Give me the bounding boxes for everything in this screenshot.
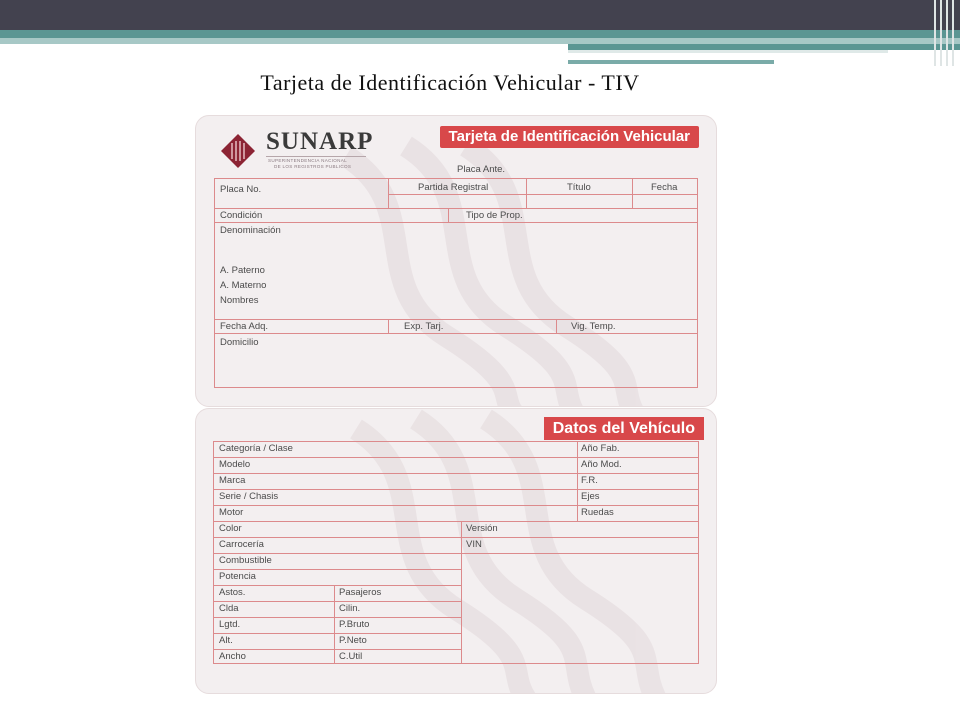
label-cilin: Cilin. bbox=[339, 603, 361, 614]
card-front-banner: Tarjeta de Identificación Vehicular bbox=[440, 126, 699, 148]
label-nombres: Nombres bbox=[220, 295, 259, 306]
label-carroceria: Carrocería bbox=[219, 539, 264, 550]
label-exp-tarj: Exp. Tarj. bbox=[404, 321, 444, 332]
label-categoria-clase: Categoría / Clase bbox=[219, 443, 293, 454]
card-back-banner: Datos del Vehículo bbox=[544, 417, 704, 440]
label-vig-temp: Vig. Temp. bbox=[571, 321, 616, 332]
label-alt: Alt. bbox=[219, 635, 233, 646]
label-ano-fab: Año Fab. bbox=[581, 443, 620, 454]
label-pasajeros: Pasajeros bbox=[339, 587, 382, 598]
label-tipo-prop: Tipo de Prop. bbox=[466, 210, 523, 221]
slide-title: Tarjeta de Identificación Vehicular - TIV bbox=[260, 70, 640, 95]
label-potencia: Potencia bbox=[219, 571, 256, 582]
label-domicilio: Domicilio bbox=[220, 337, 259, 348]
label-condicion: Condición bbox=[220, 210, 263, 221]
label-fecha: Fecha bbox=[651, 182, 678, 193]
slide-header-bar bbox=[0, 0, 960, 30]
sunarp-logo-text: SUNARP bbox=[266, 128, 374, 155]
slide-corner-decoration bbox=[930, 0, 960, 66]
slide-header-accent-line bbox=[568, 50, 888, 53]
label-denominacion: Denominación bbox=[220, 225, 281, 236]
label-ejes: Ejes bbox=[581, 491, 600, 502]
label-titulo: Título bbox=[567, 182, 591, 193]
label-astos: Astos. bbox=[219, 587, 246, 598]
label-fr: F.R. bbox=[581, 475, 598, 486]
label-modelo: Modelo bbox=[219, 459, 251, 470]
label-p-bruto: P.Bruto bbox=[339, 619, 370, 630]
tiv-card-vehicle-data bbox=[195, 408, 717, 694]
label-a-materno: A. Materno bbox=[220, 280, 267, 291]
label-color: Color bbox=[219, 523, 242, 534]
label-combustible: Combustible bbox=[219, 555, 272, 566]
label-ano-mod: Año Mod. bbox=[581, 459, 622, 470]
label-fecha-adq: Fecha Adq. bbox=[220, 321, 269, 332]
label-serie-chasis: Serie / Chasis bbox=[219, 491, 279, 502]
label-motor: Motor bbox=[219, 507, 244, 518]
label-c-util: C.Util bbox=[339, 651, 363, 662]
label-version: Versión bbox=[466, 523, 498, 534]
label-p-neto: P.Neto bbox=[339, 635, 367, 646]
tiv-card-front bbox=[195, 115, 717, 407]
label-ruedas: Ruedas bbox=[581, 507, 614, 518]
slide-header-stripe bbox=[0, 30, 960, 38]
label-placa-ante: Placa Ante. bbox=[457, 164, 506, 175]
label-vin: VIN bbox=[466, 539, 482, 550]
label-marca: Marca bbox=[219, 475, 246, 486]
label-a-paterno: A. Paterno bbox=[220, 265, 265, 276]
label-lgtd: Lgtd. bbox=[219, 619, 241, 630]
label-partida-registral: Partida Registral bbox=[418, 182, 489, 193]
label-clda: Clda bbox=[219, 603, 239, 614]
slide-header-accent-line bbox=[568, 60, 774, 64]
label-ancho: Ancho bbox=[219, 651, 246, 662]
logo-subtitle: DE LOS REGISTROS PUBLICOS bbox=[274, 164, 352, 169]
label-placa-no: Placa No. bbox=[220, 184, 262, 195]
sunarp-logo-icon bbox=[218, 131, 258, 171]
logo-subtitle: SUPERINTENDENCIA NACIONAL bbox=[268, 158, 347, 163]
card-front-form-frame bbox=[214, 178, 698, 388]
